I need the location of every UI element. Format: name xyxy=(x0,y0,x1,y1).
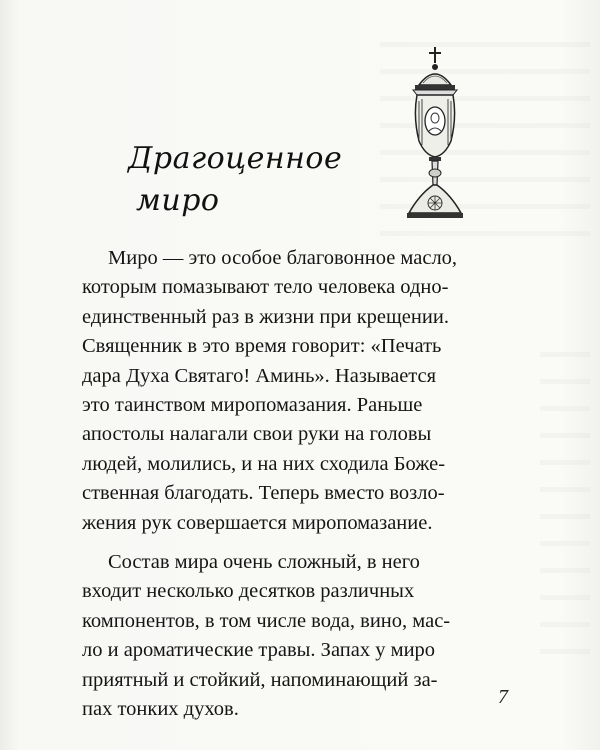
text-line: приятный и стойкий, напоминающий за- xyxy=(82,668,438,691)
text-line: Миро — это особое благовонное масло, xyxy=(108,247,458,269)
text-line: ло и ароматические травы. Запах у миро xyxy=(82,639,436,662)
text-line: компонентов, в том числе вода, вино, мас- xyxy=(82,609,451,632)
paragraph-1 xyxy=(82,244,514,538)
paragraph-2 xyxy=(82,548,514,724)
page-number: 7 xyxy=(498,686,508,708)
text-line: пах тонких духов. xyxy=(82,698,239,721)
chalice-icon xyxy=(395,45,475,225)
bleed-through-right xyxy=(540,330,590,670)
text-line: апостолы налагали свои руки на головы xyxy=(82,423,432,446)
text-line: Священник в это время говорит: «Печать xyxy=(82,335,442,358)
title-line-1: Драгоценное xyxy=(128,141,343,176)
text-line: Состав мира очень сложный, в него xyxy=(108,551,420,574)
text-line: единственный раз в жизни при крещении. xyxy=(82,305,449,328)
body-text xyxy=(82,244,514,735)
text-line: входит несколько десятков различных xyxy=(82,580,415,603)
title-line-2: миро xyxy=(136,183,220,218)
text-line: жения рук совершается миропомазание. xyxy=(82,511,433,534)
text-line: которым помазывают тело человека одно- xyxy=(82,276,449,299)
text-line: людей, молились, и на них сходила Боже- xyxy=(82,452,446,475)
text-line: ственная благодать. Теперь вместо возло- xyxy=(82,482,445,505)
text-line: дара Духа Святаго! Аминь». Называется xyxy=(82,364,437,387)
text-line: это таинством миропомазания. Раньше xyxy=(82,394,423,417)
page-title xyxy=(128,138,368,222)
